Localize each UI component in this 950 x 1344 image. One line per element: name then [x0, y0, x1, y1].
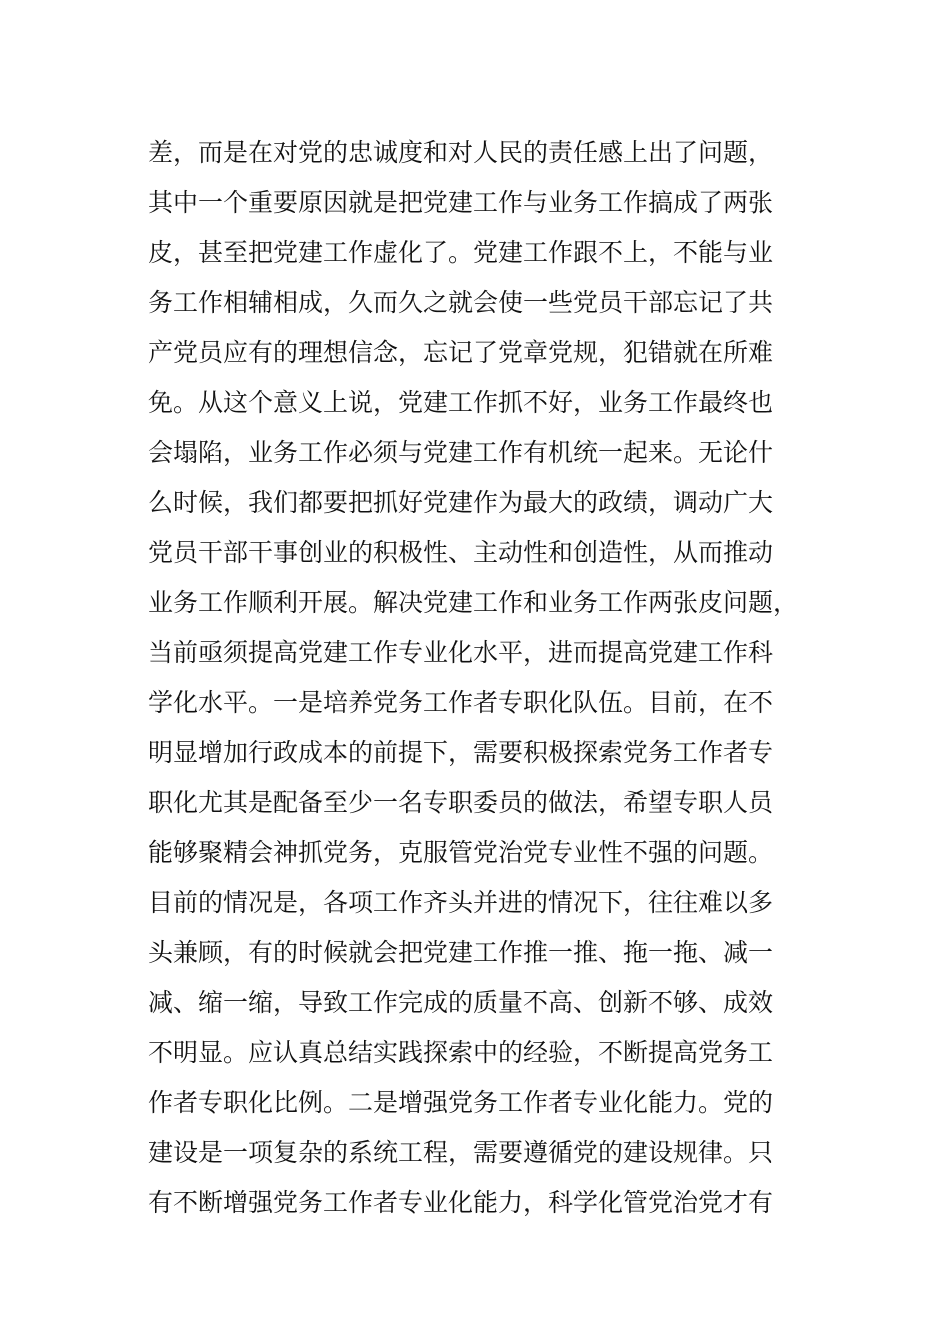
text-line: 职化尤其是配备至少一名专职委员的做法，希望专职人员: [148, 788, 774, 817]
text-line: 建设是一项复杂的系统工程，需要遵循党的建设规律。只: [148, 1138, 774, 1167]
text-line: 产党员应有的理想信念，忘记了党章党规，犯错就在所难: [148, 338, 774, 367]
text-line: 当前亟须提高党建工作专业化水平，进而提高党建工作科: [148, 638, 774, 667]
text-line: 头兼顾，有的时候就会把党建工作推一推、拖一拖、减一: [148, 938, 774, 967]
text-line: 差，而是在对党的忠诚度和对人民的责任感上出了问题，: [148, 138, 774, 167]
text-line: 党员干部干事创业的积极性、主动性和创造性，从而推动: [148, 538, 774, 567]
text-line: 明显增加行政成本的前提下，需要积极探索党务工作者专: [148, 738, 774, 767]
body-text: [148, 128, 798, 1228]
text-line: 学化水平。一是培养党务工作者专职化队伍。目前，在不: [148, 688, 774, 717]
text-line: 不明显。应认真总结实践探索中的经验，不断提高党务工: [148, 1038, 774, 1067]
text-line: 作者专职化比例。二是增强党务工作者专业化能力。党的: [148, 1088, 774, 1117]
text-line: 么时候，我们都要把抓好党建作为最大的政绩，调动广大: [148, 488, 774, 517]
text-line: 业务工作顺利开展。解决党建工作和业务工作两张皮问题，: [148, 588, 798, 617]
text-line: 有不断增强党务工作者专业化能力，科学化管党治党才有: [148, 1188, 774, 1217]
text-line: 目前的情况是，各项工作齐头并进的情况下，往往难以多: [148, 888, 774, 917]
text-line: 其中一个重要原因就是把党建工作与业务工作搞成了两张: [148, 188, 774, 217]
text-line: 免。从这个意义上说，党建工作抓不好，业务工作最终也: [148, 388, 774, 417]
text-line: 务工作相辅相成，久而久之就会使一些党员干部忘记了共: [148, 288, 774, 317]
text-line: 能够聚精会神抓党务，克服管党治党专业性不强的问题。: [148, 838, 774, 867]
text-line: 减、缩一缩，导致工作完成的质量不高、创新不够、成效: [148, 988, 774, 1017]
text-line: 皮，甚至把党建工作虚化了。党建工作跟不上，不能与业: [148, 238, 774, 267]
text-line: 会塌陷，业务工作必须与党建工作有机统一起来。无论什: [148, 438, 774, 467]
